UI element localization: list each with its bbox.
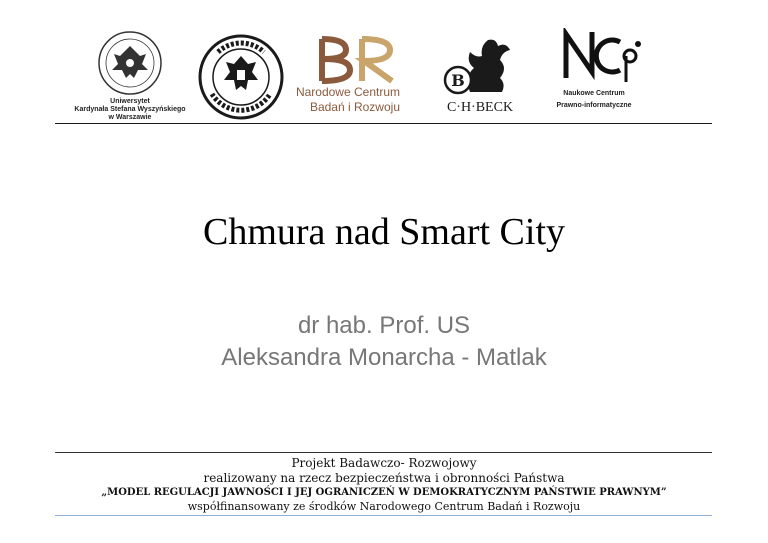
uwr-seal-icon [198, 34, 284, 120]
footer-line-project: Projekt Badawczo- Rozwojowy [291, 456, 477, 470]
footer-line-purpose: realizowany na rzecz bezpieczeństwa i obronności Państwa [203, 471, 565, 485]
ncpi-name-line1: Naukowe Centrum [563, 90, 625, 97]
uksw-logo [70, 30, 190, 120]
uksw-seal-icon [70, 30, 190, 96]
chbeck-logo [440, 32, 520, 120]
uksw-caption-line1: Uniwersytet [110, 98, 150, 105]
footer-divider-bottom [55, 515, 712, 516]
uksw-caption-line2: Kardynała Stefana Wyszyńskiego [74, 106, 186, 113]
ncpi-logo [534, 28, 654, 120]
ncbr-name-line2: Badań i Rozwoju [309, 100, 400, 114]
ncbr-logo [290, 35, 430, 120]
chbeck-name: C·H·BECK [446, 100, 514, 115]
uksw-caption-line3: w Warszawie [108, 114, 152, 121]
logo-bar [0, 0, 768, 124]
author-name: Aleksandra Monarcha - Matlak [221, 344, 547, 371]
ncbr-monogram-icon [290, 35, 430, 85]
ncpi-name-line2: Prawno-informatyczne [556, 102, 632, 109]
header-divider [55, 123, 712, 124]
ncpi-monogram-icon [534, 28, 654, 84]
ncbr-name-line1: Narodowe Centrum [295, 85, 400, 99]
footer-line-funding: współfinansowany ze środków Narodowego Centrum Badań i Rozwoju [187, 500, 581, 513]
chbeck-badge-letter: B [451, 71, 465, 90]
griffin-icon [440, 32, 520, 98]
slide-title: Chmura nad Smart City [202, 211, 566, 253]
footer-divider-top [55, 452, 712, 453]
author-degree: dr hab. Prof. US [297, 312, 471, 339]
uwr-logo [198, 34, 284, 120]
footer-line-project-title: „MODEL REGULACJI JAWNOŚCI I JEJ OGRANICZEŃ W DEMOKRATYCZNYM PAŃSTWIE PRAWNYM” [101, 487, 667, 498]
